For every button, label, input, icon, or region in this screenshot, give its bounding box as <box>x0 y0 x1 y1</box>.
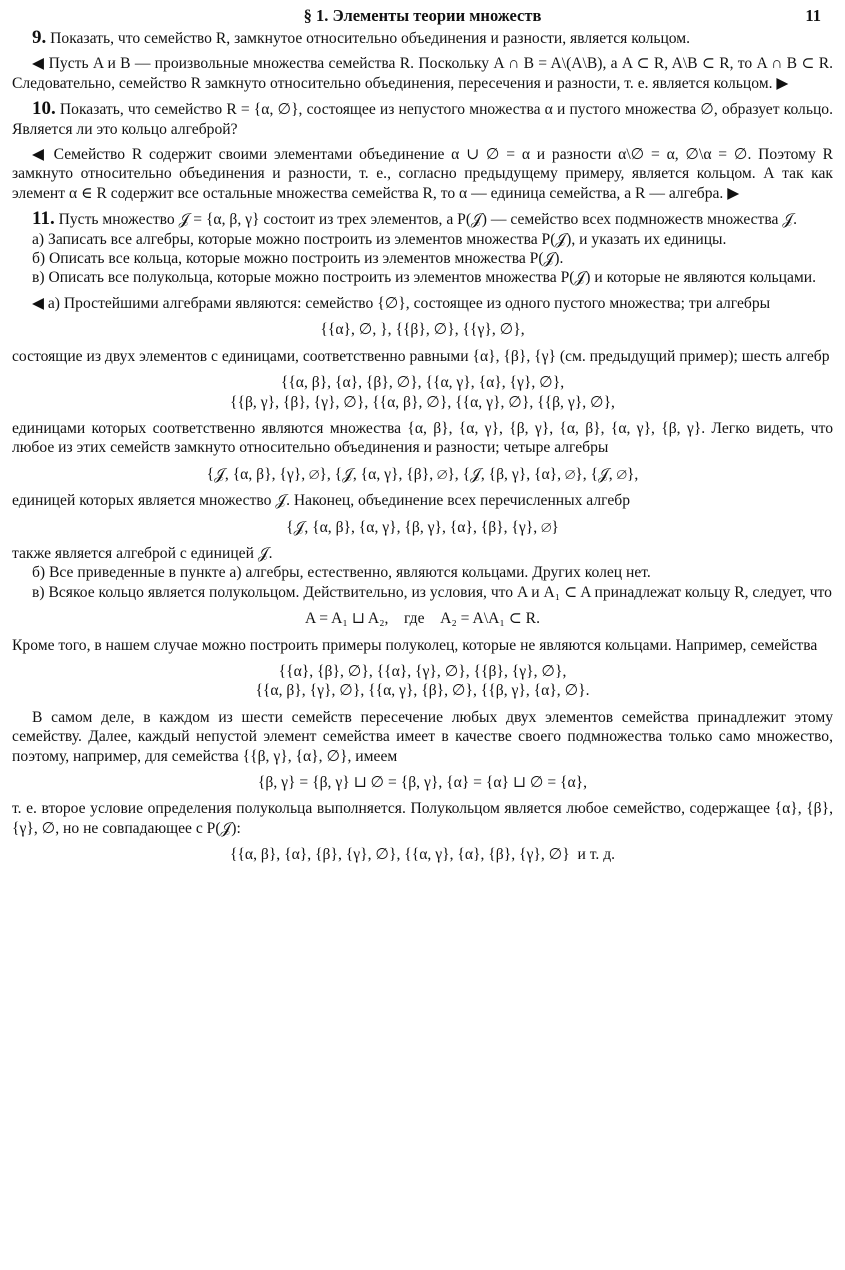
problem-11-part-c: в) Описать все полукольца, которые можно построить из элементов множества P(𝒥) и которые не являются кольцами. <box>32 269 816 287</box>
formula-2 <box>12 373 833 412</box>
problem-9-text: Показать, что семейство R, замкнутое относительно объединения и разности, является кольцом. <box>50 30 691 47</box>
section-title: § 1. Элементы теории множеств <box>303 6 542 25</box>
solution-c-intro: в) Всякое кольцо является полукольцом. Действительно, из условия, что A и A₁ ⊂ A принадлежат кольцу R, следует, что <box>32 583 832 601</box>
problem-11-part-b: б) Описать все кольца, которые можно построить из элементов множества P(𝒥). <box>32 250 564 268</box>
formula-7: {β, γ} = {β, γ} ⊔ ∅ = {β, γ}, {α} = {α} ⊔ ∅ = {α}, <box>257 774 588 791</box>
formula-6-line-1: {{α}, {β}, ∅}, {{α}, {γ}, ∅}, {{β}, {γ}, ∅}, <box>278 662 567 680</box>
text-after-formula-6: В самом деле, в каждом из шести семейств пересечение любых двух элементов семейства принадлежит этому семейству. Далее, каждый непустой элемент семейства имеет в качестве своего подмножества только само множество, поэтому, например, для семейства {{β, γ}, {α}, ∅}, имеем <box>12 708 833 765</box>
solution-b: б) Все приведенные в пункте а) алгебры, естественно, являются кольцами. Других колец нет. <box>32 564 651 582</box>
text-after-formula-3: единицей которых является множество 𝒥. Наконец, объединение всех перечисленных алгебр <box>12 492 630 510</box>
running-header <box>12 4 833 28</box>
solution-a-intro: ◀ а) Простейшими алгебрами являются: семейство {∅}, состоящее из одного пустого множества; три алгебры <box>32 294 771 312</box>
formula-6-line-2: {{α, β}, {γ}, ∅}, {{α, γ}, {β}, ∅}, {{β, γ}, {α}, ∅}. <box>255 682 590 700</box>
text-after-formula-4: также является алгеброй с единицей 𝒥. <box>12 544 273 562</box>
formula-2-line-1: {{α, β}, {α}, {β}, ∅}, {{α, γ}, {α}, {γ}, ∅}, <box>280 374 565 392</box>
problem-10-number: 10. <box>32 98 56 120</box>
problem-9-solution: ◀ Пусть A и B — произвольные множества семейства R. Поскольку A ∩ B = A\(A\B), а A ⊂ R, A\B ⊂ R, то A ∩ B ⊂ R. Следовательно, семейство R замкнуто относительно объединения, пересечения и разности, т. е. является кольцом. ▶ <box>12 55 833 92</box>
problem-11-number: 11. <box>32 208 55 230</box>
problem-10-statement <box>12 99 833 139</box>
text-after-formula-5: Кроме того, в нашем случае можно построить примеры полуколец, которые не являются кольцами. Например, семейства <box>12 636 818 654</box>
formula-1: {{α}, ∅, }, {{β}, ∅}, {{γ}, ∅}, <box>320 321 525 339</box>
formula-6 <box>12 662 833 701</box>
formula-2-line-2: {{β, γ}, {β}, {γ}, ∅}, {{α, β}, ∅}, {{α, γ}, ∅}, {{β, γ}, ∅}, <box>230 393 615 411</box>
problem-10-text: Показать, что семейство R = {α, ∅}, состоящее из непустого множества α и пустого множества ∅, образует кольцо. Является ли это кольцо алгеброй? <box>12 101 833 138</box>
problem-11-part-a: а) Записать все алгебры, которые можно построить из элементов множества P(𝒥), и указать их единицы. <box>32 230 727 248</box>
problem-11-statement <box>12 209 833 229</box>
problem-9-statement <box>12 28 833 48</box>
formula-5: A = A₁ ⊔ A₂, где A₂ = A\A₁ ⊂ R. <box>305 610 540 628</box>
formula-4: {𝒥, {α, β}, {α, γ}, {β, γ}, {α}, {β}, {γ}, ∅} <box>286 518 559 536</box>
problem-9-number: 9. <box>32 27 47 48</box>
problem-11-text: Пусть множество 𝒥 = {α, β, γ} состоит из трех элементов, а P(𝒥) — семейство всех подмножеств множества 𝒥. <box>58 211 797 229</box>
formula-8: {{α, β}, {α}, {β}, {γ}, ∅}, {{α, γ}, {α}, {β}, {γ}, ∅} и т. д. <box>229 846 616 864</box>
page-number: 11 <box>805 6 821 25</box>
text-after-formula-7: т. е. второе условие определения полукольца выполняется. Полукольцом является любое семейство, содержащее {α}, {β}, {γ}, ∅, но не совпадающее с P(𝒥): <box>12 800 833 837</box>
text-after-formula-2: единицами которых соответственно являются множества {α, β}, {α, γ}, {β, γ}, {α, β}, {α, γ}, {β, γ}. Легко видеть, что любое из этих семейств замкнуто относительно объединения и разности; четыре алгебры <box>12 419 833 457</box>
text-after-formula-1: состоящие из двух элементов с единицами, соответственно равными {α}, {β}, {γ} (см. предыдущий пример); шесть алгебр <box>12 347 830 365</box>
formula-3: {𝒥, {α, β}, {γ}, ∅}, {𝒥, {α, γ}, {β}, ∅}, {𝒥, {β, γ}, {α}, ∅}, {𝒥, ∅}, <box>206 465 639 483</box>
problem-10-solution: ◀ Семейство R содержит своими элементами объединение α ∪ ∅ = α и разности α\∅ = α, ∅\α = ∅. Поэтому R замкнуто относительно объединения и разности, т. е., согласно предыдущему примеру, является кольцом. А так как элемент α ∈ R содержит все остальные множества семейства R, то α — единица семейства, а R — алгебра. ▶ <box>12 146 833 202</box>
